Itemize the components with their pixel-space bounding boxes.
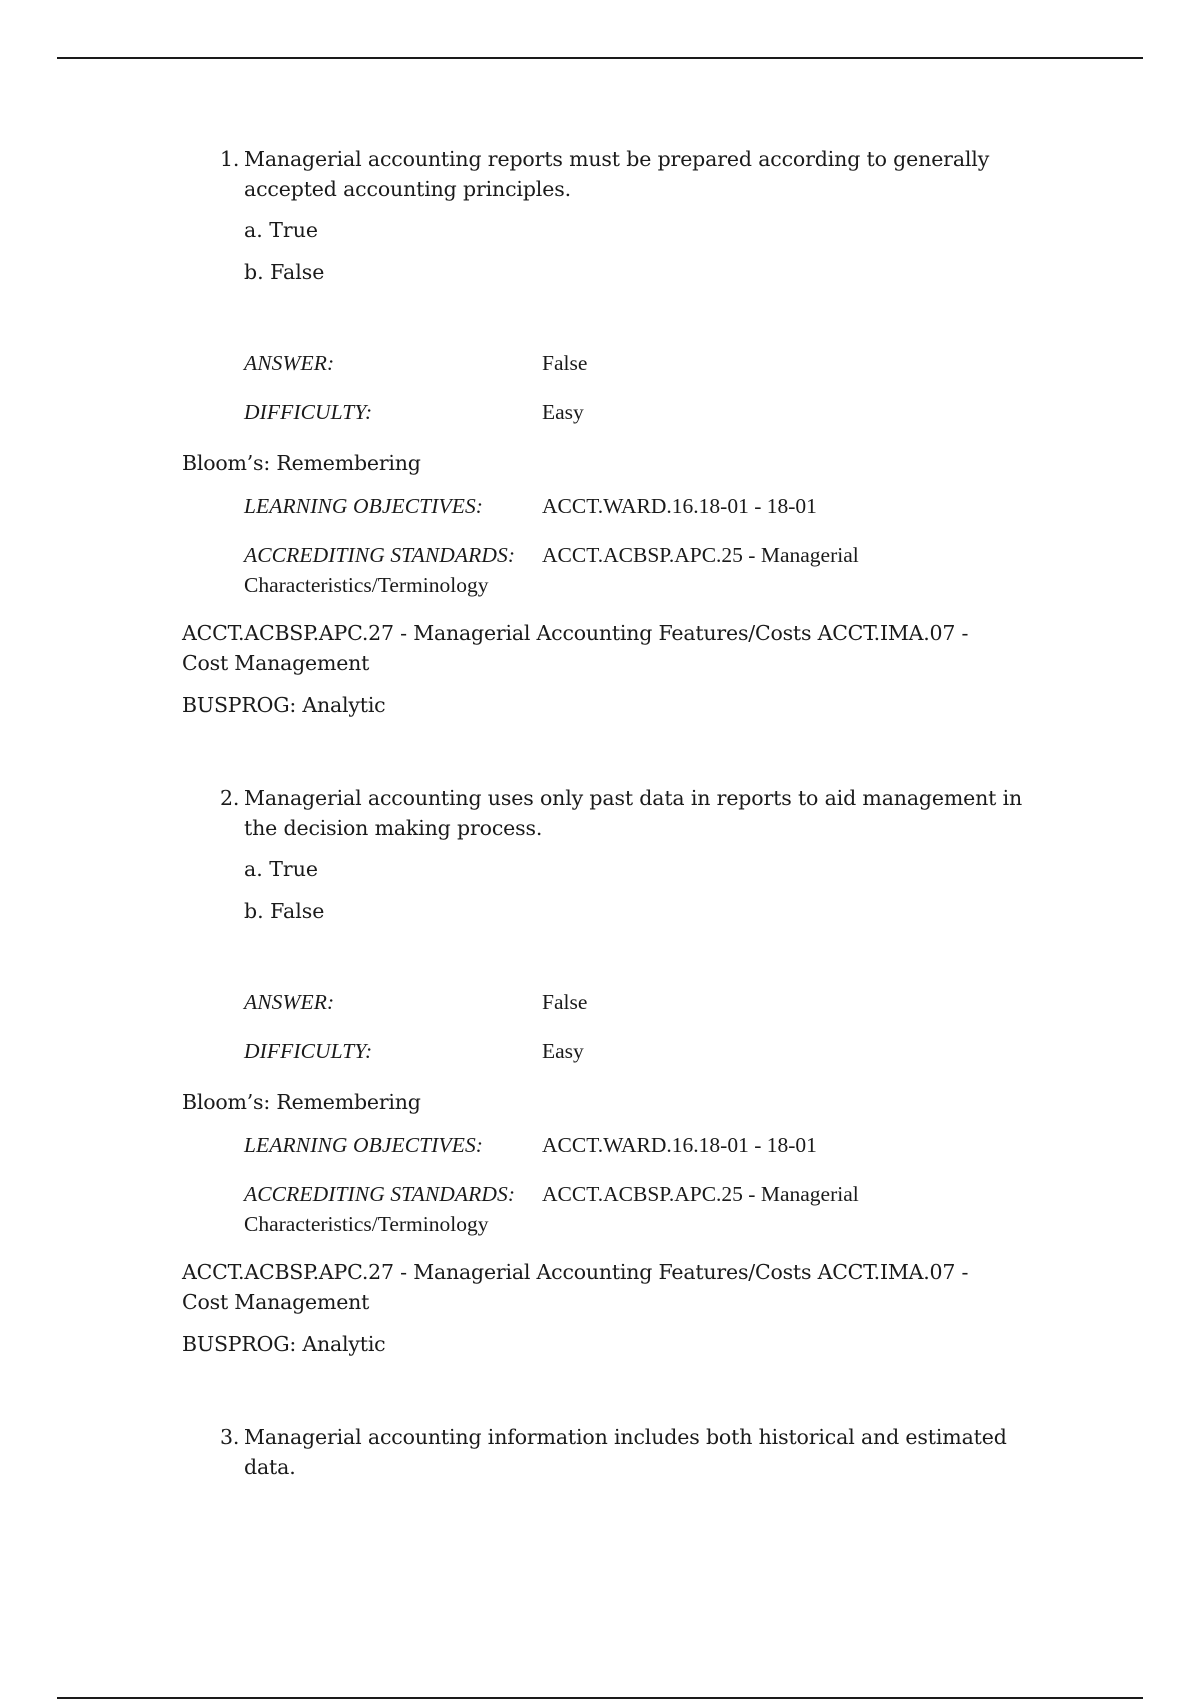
answer-label: ANSWER: [244,351,335,375]
learning-objectives-value: ACCT.WARD.16.18-01 - 18-01 [542,494,817,518]
bloom-level: Bloom’s: Remembering [182,1090,421,1114]
accrediting-standards-continuation: Characteristics/Terminology [244,1212,489,1236]
question-text: Managerial accounting information includes both historical and estimated data. [244,1425,1007,1479]
question-text: Managerial accounting uses only past data in reports to aid management in the decision making process. [244,786,1023,840]
bloom-level: Bloom’s: Remembering [182,451,421,475]
header-rule [57,57,1143,59]
learning-objectives-label: LEARNING OBJECTIVES: [244,494,484,518]
question-number: 3. [220,1425,240,1449]
difficulty-value: Easy [542,1039,584,1063]
option-a: a. True [244,218,319,242]
busprog: BUSPROG: Analytic [182,1332,386,1356]
accrediting-standards-continuation: Characteristics/Terminology [244,573,489,597]
additional-standards: ACCT.ACBSP.APC.27 - Managerial Accounting Features/Costs ACCT.IMA.07 - Cost Management [182,621,969,675]
answer-value: False [542,990,588,1014]
accrediting-standards-label: ACCREDITING STANDARDS: [244,1182,516,1206]
learning-objectives-value: ACCT.WARD.16.18-01 - 18-01 [542,1133,817,1157]
additional-standards: ACCT.ACBSP.APC.27 - Managerial Accounting Features/Costs ACCT.IMA.07 - Cost Management [182,1260,969,1314]
answer-label: ANSWER: [244,990,335,1014]
footer-rule [57,1697,1143,1699]
option-b: b. False [244,899,325,923]
option-b: b. False [244,260,325,284]
accrediting-standards-label: ACCREDITING STANDARDS: [244,543,516,567]
accrediting-standards-value: ACCT.ACBSP.APC.25 - Managerial [542,1182,859,1206]
question-number: 1. [220,147,240,171]
question-number: 2. [220,786,240,810]
difficulty-value: Easy [542,400,584,424]
difficulty-label: DIFFICULTY: [244,400,373,424]
question-text: Managerial accounting reports must be prepared according to generally accepted accounting principles. [244,147,990,201]
option-a: a. True [244,857,319,881]
answer-value: False [542,351,588,375]
learning-objectives-label: LEARNING OBJECTIVES: [244,1133,484,1157]
busprog: BUSPROG: Analytic [182,693,386,717]
difficulty-label: DIFFICULTY: [244,1039,373,1063]
accrediting-standards-value: ACCT.ACBSP.APC.25 - Managerial [542,543,859,567]
